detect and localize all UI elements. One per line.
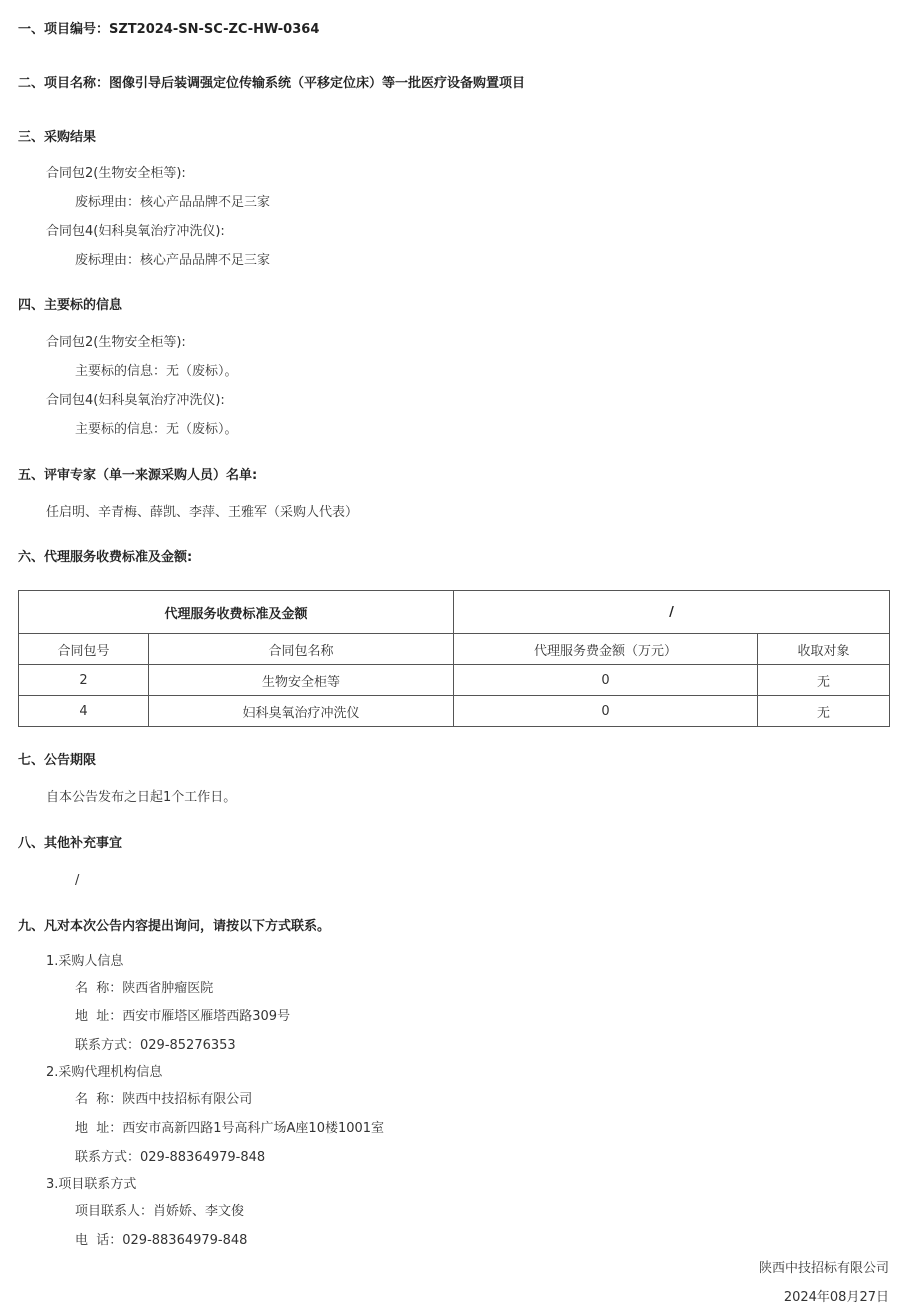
section-9-title: 九、凡对本次公告内容提出询问，请按以下方式联系。 (18, 919, 331, 934)
fee-table (18, 590, 890, 727)
agent-phone: 联系方式：029-88364979-848 (75, 1150, 266, 1165)
fee-amount-cell: 0 (454, 665, 758, 696)
column-header: 合同包名称 (149, 634, 454, 665)
section-7-title: 七、公告期限 (18, 753, 97, 768)
s3-package-4-reason: 废标理由：核心产品品牌不足三家 (75, 253, 271, 268)
section-6-title: 六、代理服务收费标准及金额: (18, 550, 193, 565)
s4-package-2: 合同包2(生物安全柜等): (46, 335, 186, 350)
agent-address: 地 址：西安市高新四路1号高科广场A座10楼1001室 (75, 1121, 385, 1136)
agent-name: 名 称：陕西中技招标有限公司 (75, 1092, 253, 1107)
project-contact-person: 项目联系人：肖娇娇、李文俊 (75, 1204, 245, 1219)
s3-package-4: 合同包4(妇科臭氧治疗冲洗仪): (46, 224, 225, 239)
section-5-title: 五、评审专家（单一来源采购人员）名单: (18, 468, 258, 483)
column-header: 收取对象 (758, 634, 890, 665)
fee-table-head-left: 代理服务收费标准及金额 (19, 591, 454, 634)
fee-table-head-right: / (454, 591, 890, 634)
s3-package-2: 合同包2(生物安全柜等): (46, 166, 186, 181)
package-number-cell: 2 (19, 665, 149, 696)
table-row (19, 665, 890, 696)
package-name-cell: 生物安全柜等 (149, 665, 454, 696)
buyer-address: 地 址：西安市雁塔区雁塔西路309号 (75, 1009, 291, 1024)
project-contact-title: 3.项目联系方式 (46, 1177, 137, 1192)
column-header: 合同包号 (19, 634, 149, 665)
package-number-cell: 4 (19, 696, 149, 727)
agent-info-title: 2.采购代理机构信息 (46, 1065, 163, 1080)
buyer-phone: 联系方式：029-85276353 (75, 1038, 236, 1053)
footer-company: 陕西中技招标有限公司 (758, 1261, 889, 1276)
project-name-value: 图像引导后装调强定位传输系统（平移定位床）等一批医疗设备购置项目 (109, 76, 526, 91)
s4-package-4-info: 主要标的信息：无（废标）。 (75, 422, 238, 437)
project-number-label: 一、项目编号： (18, 22, 110, 37)
s3-package-2-reason: 废标理由：核心产品品牌不足三家 (75, 195, 271, 210)
column-header: 代理服务费金额（万元） (454, 634, 758, 665)
package-name-cell: 妇科臭氧治疗冲洗仪 (149, 696, 454, 727)
buyer-name: 名 称：陕西省肿瘤医院 (75, 981, 214, 996)
s4-package-4: 合同包4(妇科臭氧治疗冲洗仪): (46, 393, 225, 408)
other-matters-text: / (75, 873, 80, 888)
expert-names: 任启明、辛青梅、薛凯、李萍、王雅军（采购人代表） (46, 505, 359, 520)
fee-amount-cell: 0 (454, 696, 758, 727)
section-3-title: 三、采购结果 (18, 130, 97, 145)
project-number-value: SZT2024-SN-SC-ZC-HW-0364 (109, 22, 320, 37)
charge-target-cell: 无 (758, 665, 890, 696)
s4-package-2-info: 主要标的信息：无（废标）。 (75, 364, 238, 379)
section-8-title: 八、其他补充事宜 (18, 836, 123, 851)
section-4-title: 四、主要标的信息 (18, 298, 123, 313)
project-contact-phone: 电 话：029-88364979-848 (75, 1233, 248, 1248)
fee-table-header-row (19, 591, 890, 634)
footer-date: 2024年08月27日 (783, 1290, 889, 1305)
fee-table-column-row (19, 634, 890, 665)
project-name-label: 二、项目名称： (18, 76, 110, 91)
buyer-info-title: 1.采购人信息 (46, 954, 124, 969)
charge-target-cell: 无 (758, 696, 890, 727)
notice-period-text: 自本公告发布之日起1个工作日。 (46, 790, 237, 805)
project-number (18, 22, 319, 38)
project-name (18, 76, 525, 92)
table-row (19, 696, 890, 727)
